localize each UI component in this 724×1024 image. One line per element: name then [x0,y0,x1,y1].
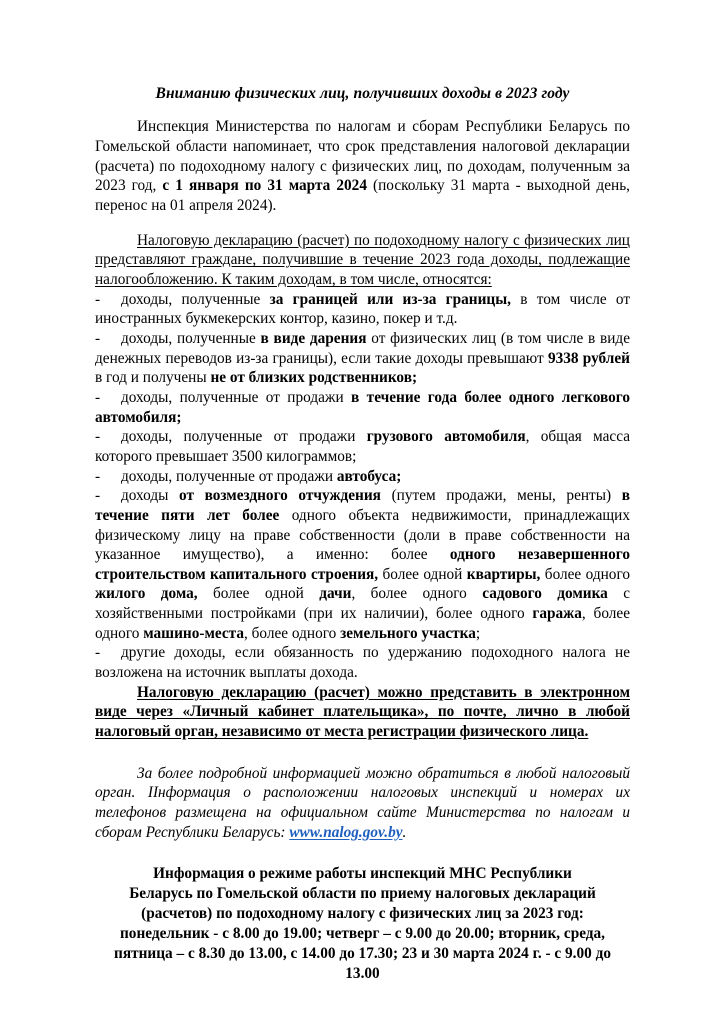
bullet-text: более одной [197,585,320,603]
bullet-text: в год и получены [95,369,211,387]
dash-marker: - [95,388,101,406]
schedule-line: понедельник - с 8.00 до 19.00; четверг – с 9.00 до 20.00; вторник, среда, [119,924,606,942]
list-item [95,329,630,388]
schedule-line: пятница – с 8.30 до 13.00, с 14.00 до 17.30; 23 и 30 марта 2024 г. - с 9.00 до [114,944,611,962]
bullet-text: одного объекта недвижимости, принадлежащих физическому лицу на праве собственности (доли в праве собственности на указанное имущество), а именно: более [95,506,630,564]
bullet-text: доходы, полученные [121,290,270,308]
bullet-text: , общая масса которого превышает 3500 килограммов; [95,428,630,465]
dash-marker: - [95,487,101,505]
bullet-text: ; [475,624,481,642]
bullet-text-bold: от возмездного отчуждения [179,487,381,505]
dash-marker: - [95,644,101,662]
bullet-text-bold: садового домика [482,585,608,603]
intro-text-2: (поскольку 31 марта - выходной день, перенос на 01 апреля 2024). [95,177,630,214]
bullet-text-bold: в течение года более одного легкового автомобиля; [95,388,630,426]
bullet-text-bold: дачи [319,585,352,603]
bullet-amount-bold: 9338 рублей [547,349,630,367]
bullet-text-bold: в течение пяти лет более [95,487,630,524]
bullet-text: доходы [121,487,179,505]
declaration-rule-paragraph: Налоговую декларацию (расчет) по подоходному налогу с физических лиц представляют граждане, получившие в течение 2023 года доходы, подлежащие налогообложению. К таким доходам, в том числе, относятся: [95,231,630,288]
list-item [95,388,630,427]
intro-deadline-bold: с 1 января по 31 марта 2024 [162,177,367,195]
bullet-text-bold: машино-места [143,624,244,642]
bullet-text: , более одного [351,585,483,603]
bullet-text: от физических лиц (в том числе в виде денежных переводов из-за границы), если такие доходы превышают [95,329,630,367]
schedule-line: 13.00 [345,964,380,982]
bullet-text: , более одного [244,624,341,642]
list-item [95,467,630,487]
bullet-text-bold: за границей или из-за границы, [269,290,511,308]
list-item [95,486,630,643]
electronic-filing-notice: Налоговую декларацию (расчет) можно представить в электронном виде через «Личный кабинет плательщика», по почте, лично в любой налоговый орган, независимо от места регистрации физического лица. [95,683,630,741]
bullet-text-bold: автобуса; [336,467,402,485]
bullet-text: доходы, полученные от продажи [121,428,367,446]
dash-marker: - [95,290,101,308]
bullet-text: более одной [378,565,467,583]
bullet-text: более одного [540,565,630,583]
spacer [95,842,630,864]
schedule-line: (расчетов) по подоходному налогу с физических лиц за 2023 год: [141,905,584,923]
bullet-text-bold: одного незавершенного строительством капитального строения, [95,546,630,583]
page-title: Вниманию физических лиц, получивших доходы в 2023 году [155,85,570,102]
more-info-paragraph [95,764,630,843]
list-item [95,427,630,466]
bullet-text-bold: в виде дарения [260,329,367,347]
list-item [95,643,630,682]
intro-paragraph [95,117,630,215]
spacer [95,742,630,764]
bullet-text: доходы, полученные от продажи [121,467,337,485]
more-info-text-1: За более подробной информацией можно обратиться в любой налоговый орган. IІнформация о расположении налоговых инспекций и номерах их телефонов размещена на официальном сайте Министерства по налогам и сборам Республики Беларусь: [95,764,630,841]
spacer [95,216,630,231]
bullet-text-bold: земельного участка [340,624,476,642]
intro-text-1: Инспекция Министерства по налогам и сборам Республики Беларусь по Гомельской области напоминает, что срок представления налоговой декларации (расчета) по подоходному налогу с физических лиц, по доходам, полученным за 2023 год, [95,118,630,195]
bullet-text: , более одного [95,605,630,642]
bullet-text-bold: не от близких родственников; [210,369,418,387]
schedule-line: Беларусь по Гомельской области по приему налоговых деклараций [129,885,596,903]
bullet-text: доходы, полученные от продажи [121,388,352,406]
nalog-website-link[interactable]: www.nalog.gov.by [289,823,403,841]
bullet-text: в том числе от иностранных букмекерских контор, казино, покер и т.д. [95,290,631,328]
more-info-text-2: . [402,823,407,841]
bullet-text: (путем продажи, мены, ренты) [380,487,622,505]
bullet-text: с хозяйственными постройками (при их наличии), более одного [95,585,630,623]
schedule-block [95,864,630,983]
list-item [95,290,630,329]
bullet-text: доходы, полученные [121,329,261,347]
dash-marker: - [95,467,101,485]
schedule-line: Информация о режиме работы инспекций МНС Республики [153,865,572,883]
dash-marker: - [95,329,101,347]
dash-marker: - [95,428,101,446]
bullet-text: другие доходы, если обязанность по удержанию подоходного налога не возложена на источник выплаты дохода. [95,644,630,682]
bullet-text-bold: квартиры, [466,565,541,583]
bullet-text-bold: жилого дома, [95,585,198,603]
bullet-text-bold: грузового автомобиля [366,428,526,446]
bullet-text-bold: гаража [532,605,582,623]
